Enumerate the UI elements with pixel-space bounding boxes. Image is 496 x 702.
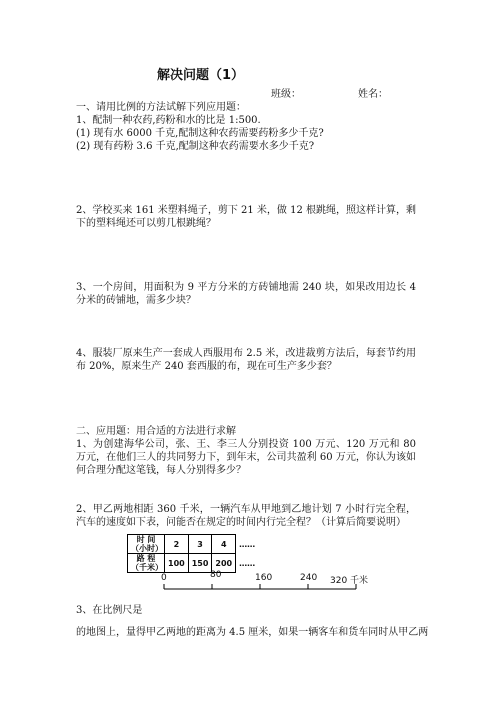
scale-label: 80 bbox=[210, 570, 222, 580]
scale-label: 0 bbox=[161, 573, 167, 583]
s2-q3-start: 3、在比例尺是 bbox=[76, 605, 143, 616]
s2-q2: 2、甲乙两地相距 360 千米，一辆汽车从甲地到乙地计划 7 小时行完全程，汽车的速度如下表，问能否在规定的时间内行完全程？（计算后简要说明） bbox=[76, 504, 416, 528]
class-label: 班级： bbox=[271, 89, 301, 100]
s1-q4: 4、服装厂原来生产一套成人西服用布 2.5 米，改进裁剪方法后，每套节约用布 20%，原来生产 240 套西服的布，现在可生产多少套？ bbox=[76, 348, 416, 372]
s2-q3-rest: 的地图上，量得甲乙两地的距离为 4.5 厘米，如果一辆客车和货车同时从甲乙两 bbox=[76, 627, 429, 638]
table-row bbox=[128, 554, 323, 573]
name-label: 姓名： bbox=[358, 89, 388, 100]
table-cell: 3 bbox=[188, 535, 212, 554]
scale-label: 320 千米 bbox=[330, 576, 369, 586]
scale-label: 160 bbox=[255, 573, 273, 583]
section1-heading: 一、请用比例的方法试解下列应用题： bbox=[76, 102, 246, 113]
speed-table bbox=[127, 534, 322, 573]
table-header-time: 时 间（小时） bbox=[128, 535, 165, 554]
section2-heading: 二、应用题：用合适的方法进行求解 bbox=[76, 426, 236, 437]
table-cell: …… bbox=[236, 554, 323, 573]
s1-q1b: (2) 现有药粉 3.6 千克,配制这种农药需要水多少千克? bbox=[76, 141, 315, 152]
table-cell: …… bbox=[236, 535, 323, 554]
table-header-distance: 路 程（千米） bbox=[128, 554, 165, 573]
s1-q1a: (1) 现有水 6000 千克,配制这种农药需要药粉多少千克? bbox=[76, 128, 324, 139]
scale-bar bbox=[160, 570, 400, 606]
s1-q1: 1、配制一种农药,药粉和水的比是 1:500. bbox=[76, 115, 261, 126]
table-cell: 200 bbox=[212, 554, 236, 573]
table-cell: 150 bbox=[188, 554, 212, 573]
s2-q1: 1、为创建海华公司，张、王、李三人分别投资 100 万元、120 万元和 80 万元，在他们三人的共同努力下，到年末，公司共盈利 60 万元，你认为该如何合理分配这笔钱，每人分别得多少？ bbox=[76, 439, 416, 476]
page-title: 解决问题（1） bbox=[157, 68, 245, 83]
table-cell: 2 bbox=[165, 535, 189, 554]
table-cell: 4 bbox=[212, 535, 236, 554]
table-cell: 100 bbox=[165, 554, 189, 573]
s1-q3: 3、一个房间，用面积为 9 平方分米的方砖铺地需 240 块，如果改用边长 4 分米的砖铺地，需多少块？ bbox=[76, 282, 416, 306]
table-row bbox=[128, 535, 323, 554]
scale-label: 240 bbox=[300, 573, 318, 583]
s1-q2: 2、学校买来 161 米塑料绳子，剪下 21 米，做 12 根跳绳，照这样计算，剩下的塑料绳还可以剪几根跳绳？ bbox=[76, 205, 416, 229]
